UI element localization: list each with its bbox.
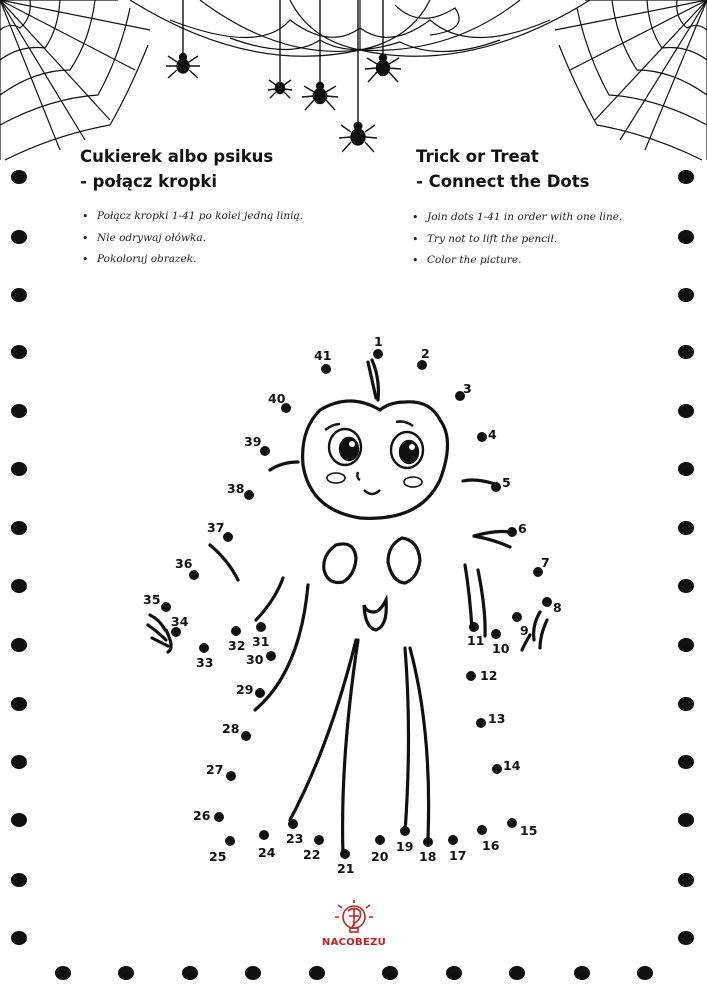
polish-instructions [80,206,303,271]
dot-label: 35 [143,592,161,607]
instruction-item: • Join dots 1-41 in order with one line. [410,207,622,229]
polish-title [80,144,273,194]
dot-label: 41 [314,348,332,363]
dot-label: 29 [236,682,254,697]
dot-label: 30 [246,652,264,667]
instruction-item: • Pokoloruj obrazek. [80,249,303,271]
dot-label: 19 [396,839,414,854]
dot-label: 12 [480,668,498,683]
dot-label: 38 [227,481,245,496]
nacobezu-logo-icon [335,900,373,932]
dot-label: 22 [303,847,321,862]
spider-web-top [130,0,590,56]
dot-label: 21 [337,861,355,876]
dot-label: 34 [171,614,189,629]
instruction-item: • Color the picture. [410,250,622,272]
dot-label: 8 [553,600,562,615]
spider-web-left [0,0,150,160]
dot-label: 23 [286,831,304,846]
instruction-item: • Połącz kropki 1-41 po kolei jedną linią. [80,206,303,228]
dot-label: 40 [268,391,286,406]
dot-label: 13 [488,711,506,726]
dot-label: 37 [207,520,225,535]
dot-label: 11 [467,633,485,648]
dot-label: 17 [449,848,467,863]
polish-title-line1: Cukierek albo psikus [80,147,274,166]
dot-number-labels [143,334,562,876]
dot-label: 4 [488,427,497,442]
dot-label: 33 [196,655,214,670]
dot-label: 10 [492,641,510,656]
nacobezu-logo-text: NACOBEZU [321,937,387,948]
dot-label: 26 [193,808,211,823]
spider-web-right [555,0,707,160]
instruction-item: • Nie odrywaj ołówka. [80,228,303,250]
dot-label: 18 [419,849,437,864]
dot-label: 9 [520,623,529,638]
dot-label: 20 [371,849,389,864]
dot-label: 2 [421,346,430,361]
english-title-line1: Trick or Treat [416,147,539,166]
dot-label: 7 [541,555,550,570]
dot-label: 6 [518,521,527,536]
hanging-spiders [166,0,401,152]
dot-label: 28 [222,721,240,736]
dot-label: 39 [244,434,262,449]
dot-label: 24 [258,845,276,860]
dot-label: 25 [209,849,227,864]
dot-label: 14 [503,758,521,773]
dot-label: 16 [482,838,500,853]
dot-label: 31 [252,634,270,649]
dot-label: 27 [206,762,224,777]
english-instructions [410,207,622,272]
english-title-line2: - Connect the Dots [416,172,590,191]
spider-face-eyes [325,422,423,495]
dot-label: 15 [520,823,538,838]
english-title [416,144,589,194]
instruction-item: • Try not to lift the pencil. [410,229,622,251]
dot-label: 36 [175,556,193,571]
polish-title-line2: - połącz kropki [80,172,218,191]
dot-label: 1 [374,334,383,349]
dot-label: 5 [502,475,511,490]
dot-label: 3 [463,381,472,396]
numbered-dots [161,349,552,859]
dot-label: 32 [228,638,246,653]
